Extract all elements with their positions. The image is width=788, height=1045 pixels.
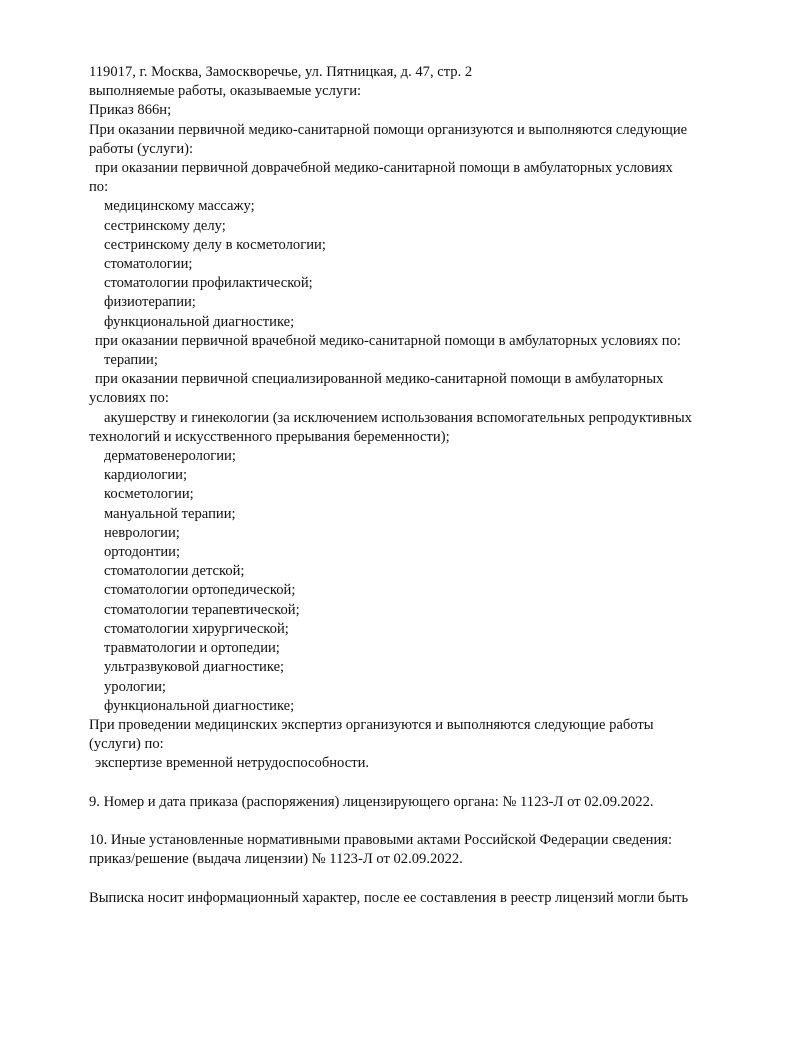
list-item: травматологии и ортопедии;	[104, 640, 280, 657]
item-10: 10. Иные установленные нормативными правовыми актами Российской Федерации сведения:	[89, 832, 673, 849]
list-item: акушерству и гинекологии (за исключением использования вспомогательных репродуктивных	[104, 409, 692, 426]
item-10-cont: приказ/решение (выдача лицензии) № 1123-Л от 02.09.2022.	[89, 851, 463, 868]
list-item: мануальной терапии;	[104, 505, 236, 522]
list-item: экспертизе временной нетрудоспособности.	[95, 755, 370, 772]
list-item: стоматологии хирургической;	[104, 620, 289, 637]
works-label: выполняемые работы, оказываемые услуги:	[89, 83, 362, 100]
list-item: стоматологии;	[104, 256, 193, 273]
list-item: косметологии;	[104, 486, 194, 503]
prevrach-heading-cont: по:	[89, 179, 109, 196]
item-9: 9. Номер и дата приказа (распоряжения) лицензирующего органа: № 1123-Л от 02.09.2022.	[89, 793, 654, 810]
list-item: кардиологии;	[104, 467, 188, 484]
list-item: ультразвуковой диагностике;	[104, 659, 285, 676]
prevrach-list	[89, 197, 769, 331]
list-item: медицинскому массажу;	[104, 198, 255, 215]
paragraph-gap	[89, 774, 769, 793]
list-item: терапии;	[104, 352, 158, 369]
vrach-heading: при оказании первичной врачебной медико-санитарной помощи в амбулаторных условиях по:	[95, 332, 681, 349]
list-item: функциональной диагностике;	[104, 313, 295, 330]
footer-note: Выписка носит информационный характер, после ее составления в реестр лицензий могли быть	[89, 889, 689, 906]
list-item: сестринскому делу;	[104, 217, 226, 234]
spec-heading-cont: условиях по:	[89, 390, 169, 407]
order-number: Приказ 866н;	[89, 102, 172, 119]
list-item: урологии;	[104, 678, 166, 695]
list-item: стоматологии ортопедической;	[104, 582, 296, 599]
list-item: физиотерапии;	[104, 294, 196, 311]
list-item: дерматовенерологии;	[104, 448, 236, 465]
list-item: ортодонтии;	[104, 544, 181, 561]
list-item: функциональной диагностике;	[104, 697, 295, 714]
spec-heading: при оказании первичной специализированной медико-санитарной помощи в амбулаторных	[95, 371, 664, 388]
list-item: стоматологии терапевтической;	[104, 601, 300, 618]
prevrach-heading: при оказании первичной доврачебной медико-санитарной помощи в амбулаторных условиях	[95, 160, 673, 177]
primary-care-intro-cont: работы (услуги):	[89, 140, 194, 157]
list-item: стоматологии детской;	[104, 563, 245, 580]
list-item: сестринскому делу в косметологии;	[104, 236, 326, 253]
expertise-intro-cont: (услуги) по:	[89, 736, 164, 753]
primary-care-intro: При оказании первичной медико-санитарной помощи организуются и выполняются следующие	[89, 121, 688, 138]
expertise-intro: При проведении медицинских экспертиз организуются и выполняются следующие работы	[89, 716, 654, 733]
document-page	[89, 63, 769, 908]
list-item: стоматологии профилактической;	[104, 275, 313, 292]
address-line: 119017, г. Москва, Замоскворечье, ул. Пятницкая, д. 47, стр. 2	[89, 64, 473, 80]
list-item: неврологии;	[104, 524, 180, 541]
paragraph-gap	[89, 812, 769, 831]
paragraph-gap	[89, 870, 769, 889]
vrach-list	[89, 351, 769, 370]
list-item-cont: технологий и искусственного прерывания беременности);	[89, 428, 450, 445]
spec-list	[89, 409, 769, 716]
